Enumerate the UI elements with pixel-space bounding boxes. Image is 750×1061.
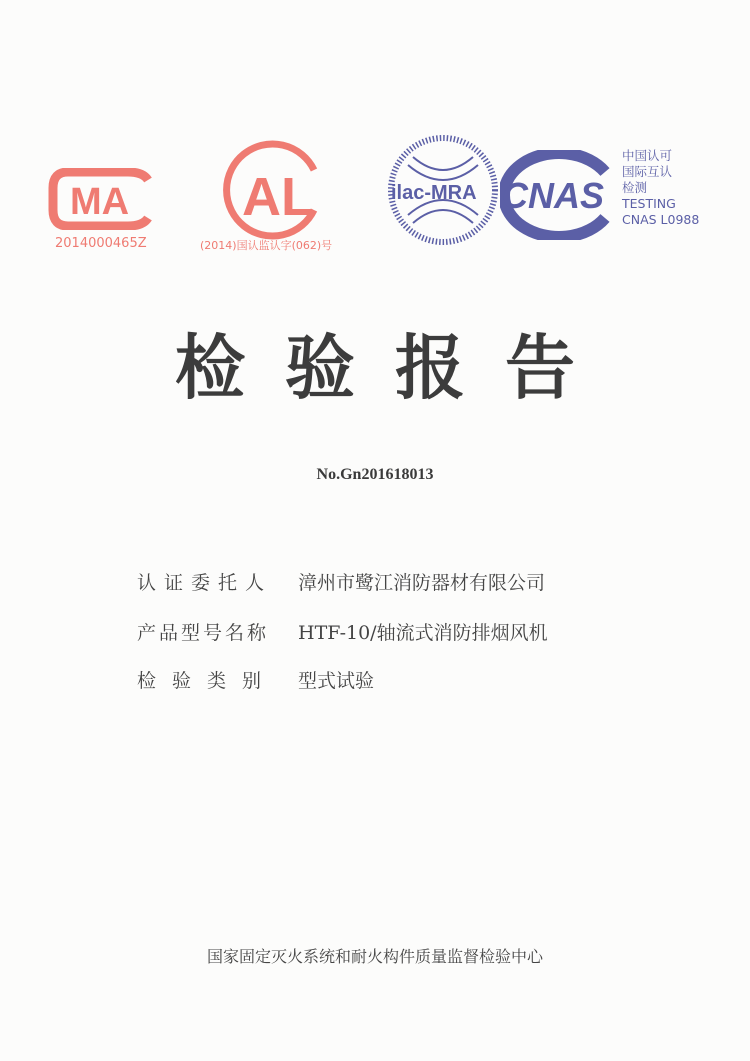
cnas-line: CNAS L0988 (622, 212, 700, 227)
page-title: 检验报告 (175, 327, 615, 409)
cma-logo (48, 168, 163, 230)
svg-text:CNAS: CNAS (502, 175, 605, 216)
cnas-logo (500, 150, 620, 240)
field-value-client: 漳州市鹭江消防器材有限公司 (298, 572, 546, 594)
report-number: No.Gn201618013 (316, 466, 434, 483)
cnas-line: 中国认可 (622, 148, 673, 163)
svg-text:ilac-MRA: ilac-MRA (391, 182, 477, 204)
cnas-line: 检测 (622, 180, 648, 195)
issuer-footer: 国家固定灭火系统和耐火构件质量监督检验中心 (206, 947, 543, 966)
svg-text:AL: AL (242, 167, 314, 227)
cma-number: 2014000465Z (55, 236, 147, 251)
field-label-client: 认证委托人 (137, 572, 273, 594)
svg-text:MA: MA (70, 181, 130, 223)
ilac-mra-logo (388, 135, 498, 245)
field-label-product: 产品型号名称 (137, 622, 270, 644)
cnas-line: TESTING (622, 196, 676, 211)
field-value-type: 型式试验 (298, 670, 375, 692)
field-label-type: 检验类别 (137, 670, 278, 692)
cal-number: (2014)国认监认字(062)号 (200, 239, 333, 252)
field-value-product: HTF-10/轴流式消防排烟风机 (298, 622, 548, 644)
cal-logo (218, 140, 324, 240)
cnas-line: 国际互认 (622, 164, 673, 179)
cnas-text (622, 148, 699, 228)
